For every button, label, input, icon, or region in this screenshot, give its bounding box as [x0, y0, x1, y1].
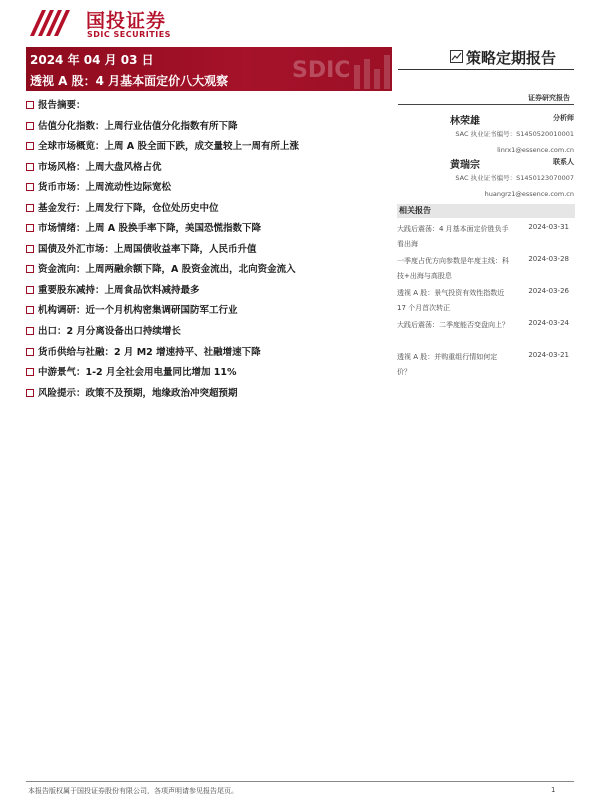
- bullet-square-icon: [26, 368, 34, 376]
- related-report-item[interactable]: [397, 316, 573, 348]
- analyst-name: 黄瑞宗: [450, 160, 480, 171]
- summary-item-text: 资金流向：上周两融余额下降，A 股资金流出，北向资金流入: [38, 264, 296, 276]
- summary-item: [26, 384, 396, 405]
- logo-text-en: SDIC SECURITIES: [87, 30, 171, 39]
- related-report-item[interactable]: [397, 252, 573, 284]
- summary-item-text: 国债及外汇市场：上周国债收益率下降，人民币升值: [38, 243, 257, 255]
- related-reports-list: [397, 220, 573, 380]
- summary-item-text: 风险提示：政策不及预期，地缘政治冲突超预期: [38, 387, 238, 399]
- bullet-square-icon: [26, 306, 34, 314]
- bullet-square-icon: [26, 163, 34, 171]
- bullet-square-icon: [26, 265, 34, 273]
- summary-item: [26, 199, 396, 220]
- summary-item-text: 重要股东减持：上周食品饮料减持最多: [38, 284, 200, 296]
- logo-text-cn: 国投证券: [86, 10, 167, 32]
- banner-watermark-text: SDIC: [292, 58, 351, 83]
- analyst-role: 分析师: [553, 114, 574, 122]
- summary-item: [26, 281, 396, 302]
- bullet-square-icon: [26, 348, 34, 356]
- summary-item: [26, 117, 396, 138]
- report-date: 2024 年 04 月 03 日: [30, 53, 154, 67]
- related-report-title[interactable]: 透视 A 股：并购重组行情如何定价？: [397, 353, 498, 376]
- analyst-email[interactable]: huangrz1@essence.com.cn: [484, 190, 574, 198]
- summary-item-text: 出口：2 月分离设备出口持续增长: [38, 326, 181, 338]
- summary-item: [26, 240, 396, 261]
- related-report-date: 2024-03-26: [528, 287, 569, 295]
- report-summary: [26, 96, 396, 404]
- bullet-square-icon: [26, 389, 34, 397]
- banner-watermark-graphic: [288, 51, 392, 91]
- related-reports-heading: 相关报告: [397, 204, 575, 218]
- summary-item-text: 估值分化指数：上周行业估值分化指数有所下降: [38, 120, 238, 132]
- summary-item-text: 基金发行：上周发行下降，仓位处历史中位: [38, 202, 219, 214]
- bullet-square-icon: [26, 286, 34, 294]
- title-banner: [26, 47, 392, 91]
- summary-item-text: 市场情绪：上周 A 股换手率下降，美国恐慌指数下降: [38, 223, 261, 235]
- summary-item: [26, 343, 396, 364]
- summary-item: [26, 260, 396, 281]
- bullet-square-icon: [26, 224, 34, 232]
- report-type-icon: [450, 50, 463, 63]
- related-report-title[interactable]: 大践后震荡：二季度能否变盘向上？: [397, 321, 509, 329]
- summary-item-text: 中游景气：1-2 月全社会用电量同比增加 11%: [38, 367, 237, 379]
- bullet-square-icon: [26, 122, 34, 130]
- summary-item-text: 货币供给与社融：2 月 M2 增速持平、社融增速下降: [38, 346, 261, 358]
- summary-heading: [26, 96, 396, 117]
- logo-mark-icon: [26, 6, 78, 40]
- report-title: 透视 A 股：4 月基本面定价八大观察: [30, 74, 229, 88]
- summary-item: [26, 363, 396, 384]
- related-report-date: 2024-03-21: [528, 351, 569, 359]
- bullet-square-icon: [26, 101, 34, 109]
- divider: [398, 104, 574, 105]
- bullet-square-icon: [26, 142, 34, 150]
- report-type-label: 策略定期报告: [466, 49, 557, 67]
- summary-item: [26, 322, 396, 343]
- summary-item: [26, 219, 396, 240]
- page-number: 1: [551, 786, 556, 794]
- footer-divider: [26, 781, 574, 782]
- bullet-square-icon: [26, 327, 34, 335]
- related-report-date: 2024-03-31: [528, 223, 569, 231]
- analyst-cert: SAC 执业证书编号：S1450123070007: [455, 174, 574, 182]
- company-logo: [26, 6, 196, 42]
- analyst-cert: SAC 执业证书编号：S1450520010001: [455, 130, 574, 138]
- summary-item-text: 机构调研：近一个月机构密集调研国防军工行业: [38, 305, 238, 317]
- footer-disclaimer: 本报告版权属于国投证券股份有限公司，各项声明请参见报告尾页。: [28, 787, 238, 795]
- bullet-square-icon: [26, 245, 34, 253]
- related-report-title[interactable]: 一季度占优方向参数是年度主线：科技+出海与高股息: [397, 257, 509, 280]
- related-report-item[interactable]: [397, 348, 573, 380]
- summary-item-text: 货币市场：上周流动性边际宽松: [38, 182, 172, 194]
- summary-item: [26, 137, 396, 158]
- report-type-header: [398, 47, 574, 70]
- related-report-item[interactable]: [397, 220, 573, 252]
- summary-item: [26, 301, 396, 322]
- summary-item-text: 全球市场概览：上周 A 股全面下跌，成交量较上一周有所上涨: [38, 141, 299, 153]
- department-label: 证券研究报告: [528, 94, 570, 102]
- summary-item-text: 报告摘要：: [38, 100, 86, 111]
- related-report-item[interactable]: [397, 284, 573, 316]
- summary-item: [26, 178, 396, 199]
- analyst-role: 联系人: [553, 158, 574, 166]
- analyst-name: 林荣雄: [450, 116, 480, 127]
- related-report-date: 2024-03-28: [528, 255, 569, 263]
- summary-item: [26, 158, 396, 179]
- related-report-title[interactable]: 透视 A 股：景气投资有效性指数近 17 个月首次转正: [397, 289, 505, 312]
- bullet-square-icon: [26, 204, 34, 212]
- analyst-email[interactable]: linrx1@essence.com.cn: [497, 146, 574, 154]
- related-report-date: 2024-03-24: [528, 319, 569, 327]
- summary-item-text: 市场风格：上周大盘风格占优: [38, 161, 162, 173]
- bullet-square-icon: [26, 183, 34, 191]
- related-report-title[interactable]: 大践后震荡：4 月基本面定价胜负手看出海: [397, 225, 509, 248]
